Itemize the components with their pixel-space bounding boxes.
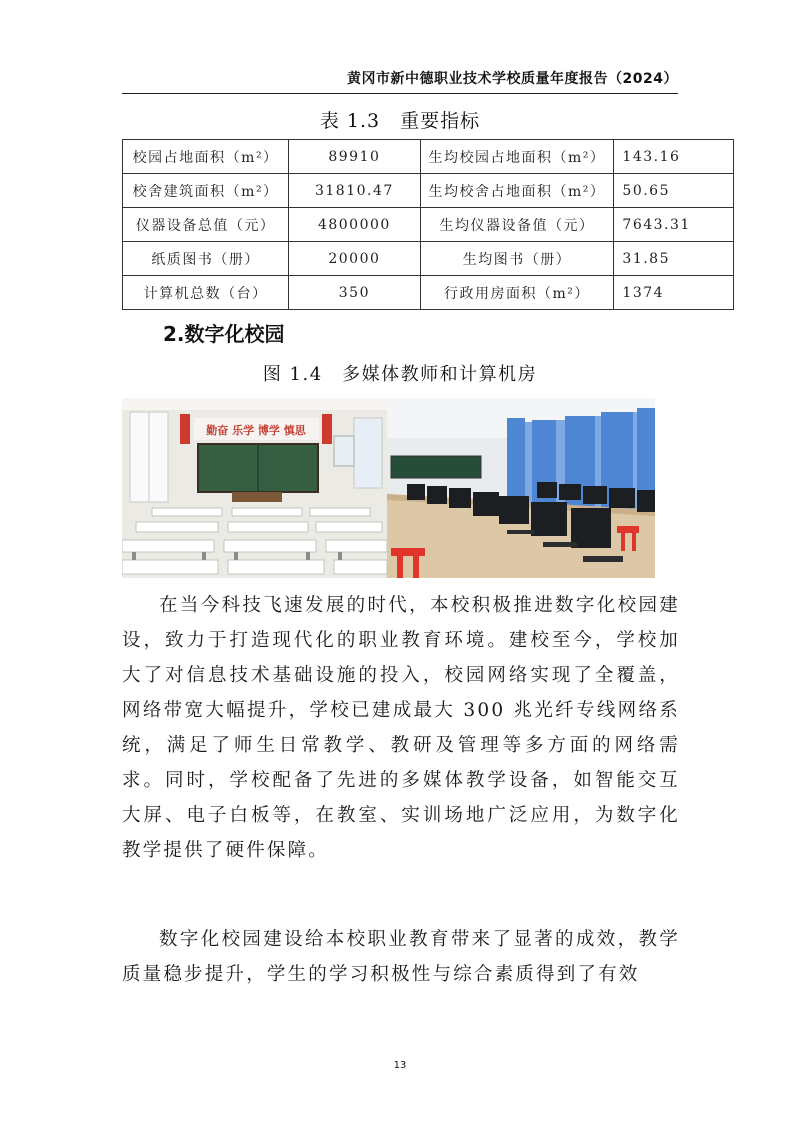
table-caption: 表 1.3 重要指标 [319,110,481,132]
page-number: 13 [393,1060,407,1071]
body-paragraph: 在当今科技飞速发展的时代，本校积极推进数字化校园建设，致力于打造现代化的职业教育环境。建校至今，学校加大了对信息技术基础设施的投入，校园网络实现了全覆盖，网络带宽大幅提升，学校已建成最大 300 兆光纤专线网络系统，满足了师生日常教学、教研及管理等多方面的网络需求。同时，学校配备了先进的多媒体教学设备，如智能交互大屏、电子白板等，在教室、实训场地广泛应用，为数字化教学提供了硬件保障。 [122,595,680,861]
table-cell-value: 50.65 [614,174,734,208]
table-cell-label: 校园占地面积（m²） [123,140,289,174]
table-cell-label: 仪器设备总值（元） [123,208,289,242]
table-cell-label: 纸质图书（册） [123,242,289,276]
table-row [123,276,734,310]
table-cell-label: 生均仪器设备值（元） [420,208,614,242]
table-row [123,140,734,174]
section-heading: 2.数字化校园 [163,322,285,346]
computer-lab-photo [387,398,655,578]
table-cell-label: 行政用房面积（m²） [420,276,614,310]
table-cell-label: 生均校舍占地面积（m²） [420,174,614,208]
table-row [123,174,734,208]
table-cell-label: 生均校园占地面积（m²） [420,140,614,174]
table-cell-value: 4800000 [289,208,420,242]
table-cell-value: 1374 [614,276,734,310]
table-cell-label: 校舍建筑面积（m²） [123,174,289,208]
key-indicators-table [122,139,734,310]
report-header-title: 黄冈市新中德职业技术学校质量年度报告（2024） [347,71,678,87]
table-cell-label: 计算机总数（台） [123,276,289,310]
classroom-photo [122,398,387,578]
figure-caption: 图 1.4 多媒体教师和计算机房 [262,364,538,385]
table-row [123,208,734,242]
table-cell-value: 89910 [289,140,420,174]
table-cell-label: 生均图书（册） [420,242,614,276]
classroom-banner-text: 勤奋 乐学 博学 慎思 [206,424,306,437]
table-row [123,242,734,276]
table-cell-value: 20000 [289,242,420,276]
body-paragraph: 数字化校园建设给本校职业教育带来了显著的成效，教学质量稳步提升，学生的学习积极性与综合素质得到了有效 [122,929,680,985]
table-cell-value: 350 [289,276,420,310]
table-cell-value: 143.16 [614,140,734,174]
table-cell-value: 31810.47 [289,174,420,208]
table-cell-value: 7643.31 [614,208,734,242]
table-cell-value: 31.85 [614,242,734,276]
header-divider [122,93,678,94]
